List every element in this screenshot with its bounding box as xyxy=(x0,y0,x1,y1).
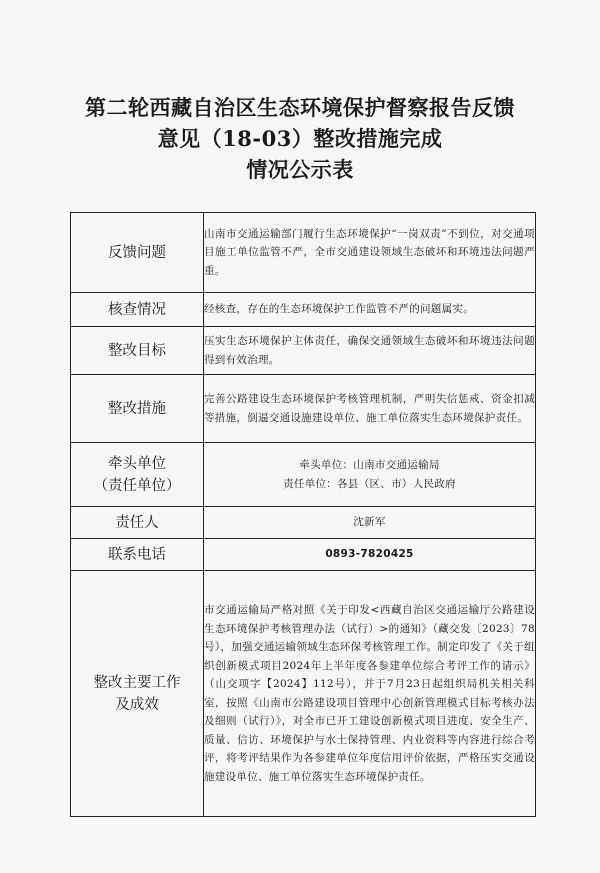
label-phone: 联系电话 xyxy=(71,539,204,571)
label-results xyxy=(71,571,204,817)
row-measures xyxy=(71,375,536,443)
title-line-2: 意见（18-03）整改措施完成 xyxy=(157,126,443,151)
lead-unit-text: 牵头单位：山南市交通运输局 xyxy=(299,459,440,471)
label-results-line1: 整改主要工作 xyxy=(93,674,181,691)
value-measures: 完善公路建设生态环境保护考核管理机制，严明失信惩戒、资金扣减等措施，倒逼交通设施建设单位、施工单位落实生态环境保护责任。 xyxy=(204,375,536,443)
value-results: 市交通运输局严格对照《关于印发<西藏自治区交通运输厅公路建设生态环境保护考核管理办法（试行）>的通知》（藏交发〔2023〕78号），加强交通运输领域生态环保考核管理工作。制定印发了《关于组织创新模式项目2024年上半年度各参建单位综合考评工作的请示》（山交项字【2024】112号），并于7月23日起组织局机关相关科室，按照《山南市公路建设项目管理中心创新管理模式目标考核办法及细则（试行）》，对全市已开工建设创新模式项目进度、安全生产、质量、信访、环境保护与水土保持管理、内业资料等内容进行综合考评，将考评结果作为各参建单位年度信用评价依据，严格压实交通设施建设单位、施工单位落实生态环境保护责任。 xyxy=(204,571,536,817)
title-line-3: 情况公示表 xyxy=(246,157,354,182)
label-lead-unit-line1: 牵头单位 xyxy=(108,455,166,472)
rectification-table xyxy=(70,212,536,817)
value-lead-unit xyxy=(204,443,536,507)
row-results xyxy=(71,571,536,817)
row-lead-unit xyxy=(71,443,536,507)
label-feedback: 反馈问题 xyxy=(71,213,204,293)
label-results-line2: 及成效 xyxy=(115,696,159,713)
title-line-1: 第二轮西藏自治区生态环境保护督察报告反馈 xyxy=(85,95,515,120)
label-target: 整改目标 xyxy=(71,327,204,375)
row-feedback xyxy=(71,213,536,293)
row-verification xyxy=(71,293,536,327)
label-measures: 整改措施 xyxy=(71,375,204,443)
row-person xyxy=(71,507,536,539)
value-phone: 0893-7820425 xyxy=(204,539,536,571)
row-target xyxy=(71,327,536,375)
label-verification: 核查情况 xyxy=(71,293,204,327)
document-title xyxy=(40,92,560,185)
label-person: 责任人 xyxy=(71,507,204,539)
row-phone xyxy=(71,539,536,571)
responsible-unit-text: 责任单位：各县（区、市）人民政府 xyxy=(283,477,456,490)
value-person: 沈新军 xyxy=(204,507,536,539)
value-target: 压实生态环境保护主体责任，确保交通领域生态破坏和环境违法问题得到有效治理。 xyxy=(204,327,536,375)
label-lead-unit xyxy=(71,443,204,507)
value-feedback: 山南市交通运输部门履行生态环境保护“一岗双责”不到位，对交通项目施工单位监管不严，全市交通建设领域生态破坏和环境违法问题严重。 xyxy=(204,213,536,293)
value-verification: 经核查，存在的生态环境保护工作监管不严的问题属实。 xyxy=(204,293,536,327)
label-lead-unit-line2: （责任单位） xyxy=(93,477,181,494)
